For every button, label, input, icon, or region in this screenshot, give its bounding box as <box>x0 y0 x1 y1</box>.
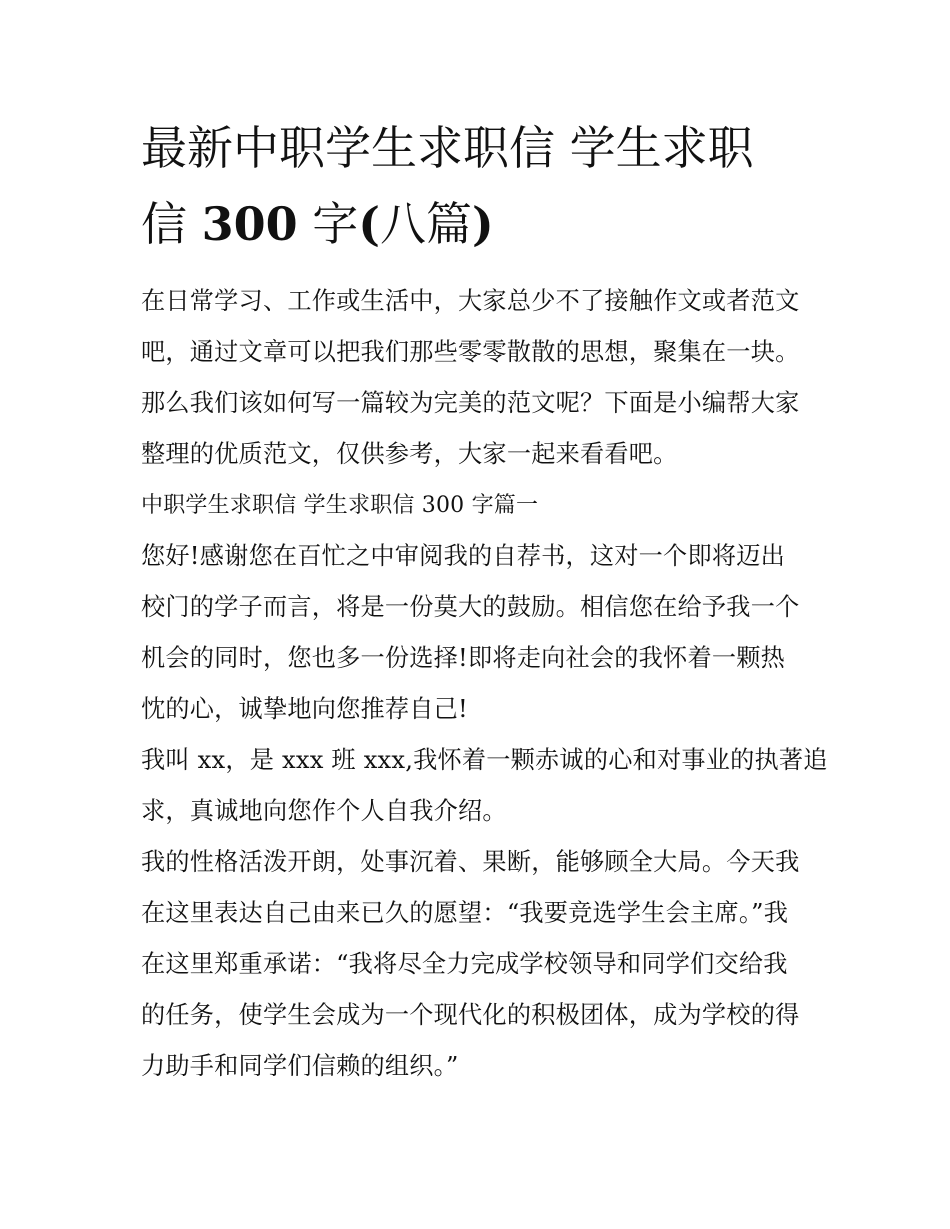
document-title <box>141 110 821 262</box>
document-body <box>141 276 828 1092</box>
paragraph-1-line: 忱的心，诚挚地向您推荐自己! <box>141 695 468 723</box>
section-heading: 中职学生求职信 学生求职信 300 字篇一 <box>141 493 539 518</box>
paragraph-1-line: 机会的同时，您也多一份选择!即将走向社会的我怀着一颗热 <box>141 644 785 672</box>
intro-line: 那么我们该如何写一篇较为完美的范文呢？下面是小编帮大家 <box>141 389 800 417</box>
paragraph-3-line: 的任务，使学生会成为一个现代化的积极团体，成为学校的得 <box>141 1001 800 1029</box>
paragraph-2-line: 我叫 xx，是 xxx 班 xxx,我怀着一颗赤诚的心和对事业的执著追 <box>141 746 828 774</box>
intro-line: 在日常学习、工作或生活中，大家总少不了接触作文或者范文 <box>141 287 800 315</box>
paragraph-3-line: 力助手和同学们信赖的组织。” <box>141 1052 459 1080</box>
intro-line: 吧，通过文章可以把我们那些零零散散的思想，聚集在一块。 <box>141 338 800 366</box>
paragraph-3-line: 在这里表达自己由来已久的愿望：“我要竞选学生会主席。”我 <box>141 899 789 927</box>
title-line-2-count: 八篇 <box>380 197 473 251</box>
title-line-2-prefix: 信 <box>141 197 202 251</box>
paragraph-1-line: 校门的学子而言，将是一份莫大的鼓励。相信您在给予我一个 <box>141 593 800 621</box>
title-line-2-number: 300 <box>201 197 298 251</box>
intro-line: 整理的优质范文，仅供参考，大家一起来看看吧。 <box>141 440 678 468</box>
paragraph-3-line: 在这里郑重承诺：“我将尽全力完成学校领导和同学们交给我 <box>141 950 788 978</box>
paragraph-1-line: 您好!感谢您在百忙之中审阅我的自荐书，这对一个即将迈出 <box>141 542 785 570</box>
title-line-2-word: 字 <box>297 197 359 251</box>
title-line-2-open-paren: ( <box>358 197 381 251</box>
paragraph-3-line: 我的性格活泼开朗，处事沉着、果断，能够顾全大局。今天我 <box>141 848 800 876</box>
title-line-2-close-paren: ) <box>472 197 494 251</box>
paragraph-2-line: 求，真诚地向您作个人自我介绍。 <box>141 797 507 825</box>
title-line-1: 最新中职学生求职信 学生求职 <box>141 121 754 175</box>
